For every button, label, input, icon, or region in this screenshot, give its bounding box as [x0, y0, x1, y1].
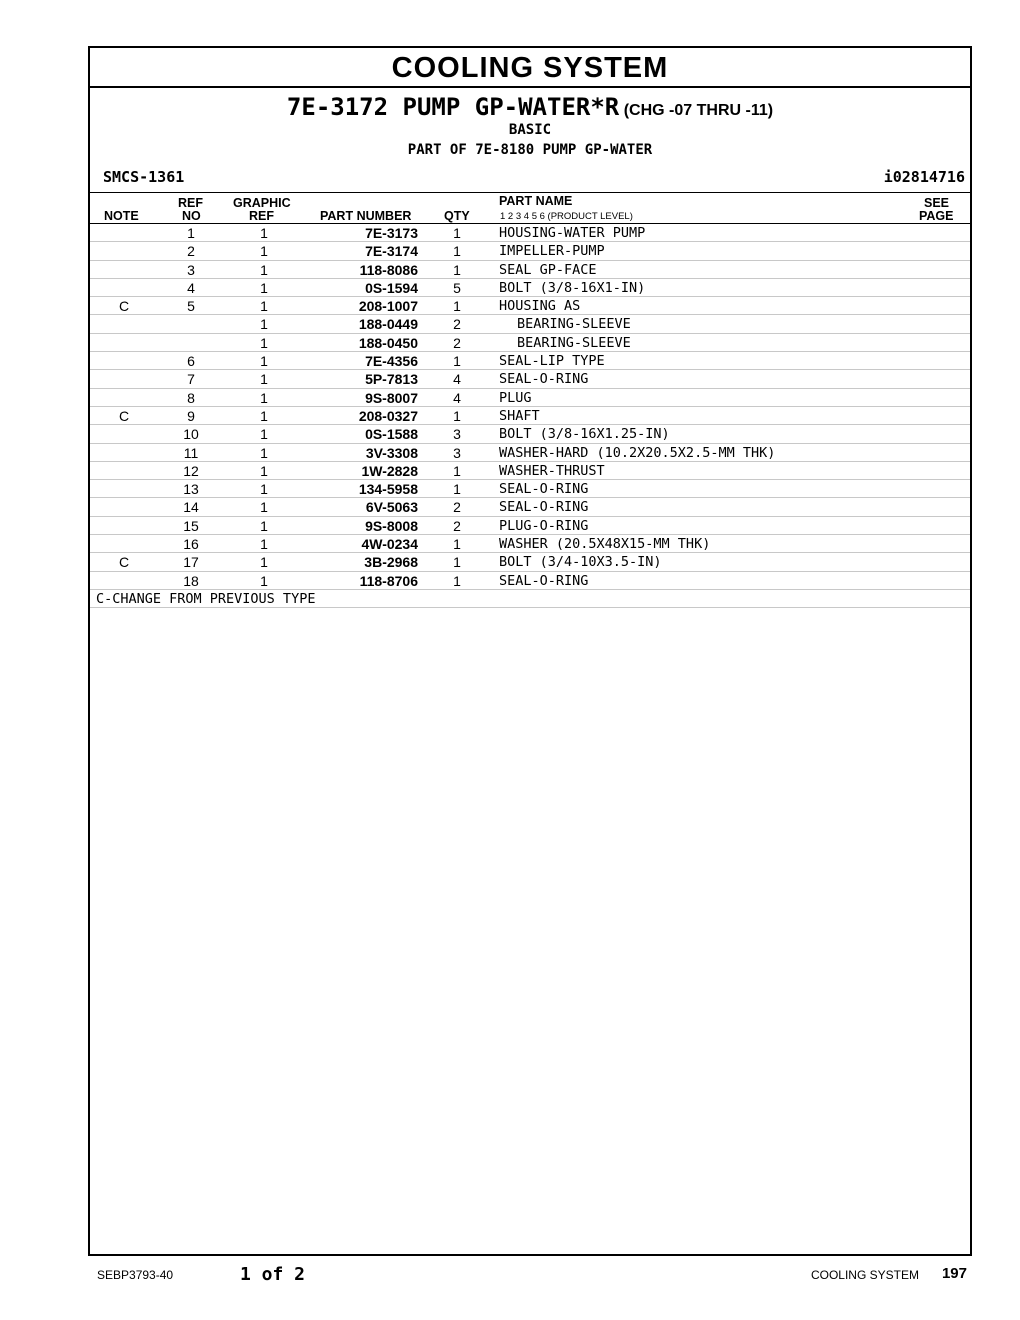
group-part-of: PART OF 7E-8180 PUMP GP-WATER: [407, 142, 653, 158]
ref-no-cell: 18: [183, 572, 199, 589]
header-graphic-top: GRAPHIC: [233, 196, 291, 210]
part-name-cell: SEAL-O-RING: [499, 572, 589, 589]
qty-cell: 2: [453, 316, 461, 333]
graphic-ref-cell: 1: [260, 371, 268, 388]
graphic-ref-cell: 1: [260, 554, 268, 571]
part-name-cell: SHAFT: [499, 407, 540, 424]
qty-cell: 1: [453, 298, 461, 315]
footnote-text: C-CHANGE FROM PREVIOUS TYPE: [96, 590, 316, 607]
part-name-cell: PLUG: [499, 389, 532, 406]
part-number-cell: 3V-3308: [365, 444, 418, 461]
qty-cell: 1: [453, 243, 461, 260]
part-number-cell: 188-0450: [358, 334, 418, 351]
part-name-cell: WASHER-HARD (10.2X20.5X2.5-MM THK): [499, 444, 776, 461]
header-qty: QTY: [444, 209, 470, 223]
part-name-cell: HOUSING-WATER PUMP: [499, 225, 646, 241]
table-row: [90, 334, 970, 352]
part-number-cell: 118-8706: [359, 572, 418, 589]
part-name-cell: IMPELLER-PUMP: [499, 243, 605, 260]
graphic-ref-cell: 1: [260, 536, 268, 553]
table-row: [90, 279, 970, 297]
table-row: [90, 242, 970, 260]
ref-no-cell: 12: [183, 462, 199, 479]
ref-no-cell: 3: [187, 261, 195, 278]
smcs-code: SMCS-1361: [103, 168, 185, 186]
part-name-cell: HOUSING AS: [499, 298, 581, 315]
graphic-ref-cell: 1: [260, 279, 268, 296]
part-number-cell: 6V-5063: [365, 499, 418, 516]
part-name-cell: BOLT (3/8-16X1-IN): [499, 279, 646, 296]
header-note: NOTE: [104, 209, 139, 223]
part-number-cell: 1W-2828: [361, 462, 418, 479]
table-row: [90, 498, 970, 516]
qty-cell: 1: [453, 261, 461, 278]
ref-no-cell: 14: [183, 499, 199, 516]
part-name-cell: BOLT (3/8-16X1.25-IN): [499, 426, 670, 443]
ref-no-cell: 10: [183, 426, 199, 443]
table-row: [90, 389, 970, 407]
table-row: [90, 553, 970, 571]
graphic-ref-cell: 1: [260, 334, 268, 351]
ref-no-cell: 16: [183, 536, 199, 553]
table-row: [90, 535, 970, 553]
table-row: [90, 370, 970, 388]
group-change-range: (CHG -07 THRU -11): [623, 102, 774, 119]
qty-cell: 1: [453, 554, 461, 571]
part-number-cell: 5P-7813: [365, 371, 418, 388]
part-number-cell: 0S-1588: [365, 426, 418, 443]
part-number-cell: 7E-3174: [365, 243, 418, 260]
header-see-bottom: PAGE: [919, 209, 954, 223]
graphic-ref-cell: 1: [260, 407, 268, 424]
graphic-ref-cell: 1: [260, 243, 268, 260]
part-number-cell: 0S-1594: [365, 279, 418, 296]
table-row: [90, 572, 970, 590]
note-cell: C: [118, 554, 130, 571]
part-name-cell: BEARING-SLEEVE: [517, 316, 631, 333]
graphic-ref-cell: 1: [260, 389, 268, 406]
ref-no-cell: 8: [187, 389, 195, 406]
part-name-cell: PLUG-O-RING: [499, 517, 589, 534]
header-part-name: PART NAME: [499, 194, 573, 208]
ref-no-cell: 11: [183, 444, 199, 461]
qty-cell: 1: [453, 572, 461, 589]
graphic-ref-cell: 1: [260, 499, 268, 516]
graphic-ref-cell: 1: [260, 481, 268, 498]
part-number-cell: 118-8086: [359, 261, 418, 278]
table-footnote: [90, 590, 970, 608]
qty-cell: 3: [453, 444, 461, 461]
table-row: [90, 425, 970, 443]
part-number-cell: 7E-3173: [365, 225, 418, 241]
part-name-cell: SEAL-LIP TYPE: [499, 353, 605, 370]
graphic-ref-cell: 1: [260, 225, 268, 241]
table-row: [90, 297, 970, 315]
qty-cell: 5: [453, 279, 461, 296]
graphic-ref-cell: 1: [260, 572, 268, 589]
footer-section: COOLING SYSTEM: [810, 1268, 919, 1282]
table-row: [90, 261, 970, 279]
part-name-cell: SEAL-O-RING: [499, 499, 589, 516]
footer-page-number: 197: [941, 1265, 967, 1282]
ref-no-cell: 17: [183, 554, 199, 571]
ref-no-cell: 6: [187, 353, 195, 370]
graphic-ref-cell: 1: [260, 353, 268, 370]
table-row: [90, 407, 970, 425]
part-number-cell: 9S-8007: [365, 389, 418, 406]
note-cell: C: [118, 298, 130, 315]
ref-no-cell: 1: [187, 225, 195, 241]
qty-cell: 4: [453, 389, 461, 406]
ref-no-cell: 15: [183, 517, 199, 534]
graphic-ref-cell: 1: [260, 426, 268, 443]
ref-no-cell: 4: [187, 279, 195, 296]
page-frame: [88, 46, 972, 1256]
group-title: [90, 92, 970, 126]
table-header: [90, 192, 970, 224]
part-number-cell: 3B-2968: [364, 554, 418, 571]
qty-cell: 1: [453, 353, 461, 370]
header-ref-bottom: NO: [182, 209, 201, 223]
part-number-cell: 7E-4356: [365, 353, 418, 370]
graphic-ref-cell: 1: [260, 462, 268, 479]
qty-cell: 4: [453, 371, 461, 388]
part-name-cell: WASHER (20.5X48X15-MM THK): [499, 536, 711, 553]
graphic-ref-cell: 1: [260, 517, 268, 534]
table-row: [90, 315, 970, 333]
part-number-cell: 4W-0234: [361, 536, 418, 553]
ref-no-cell: 13: [183, 481, 199, 498]
part-number-cell: 188-0449: [358, 316, 418, 333]
table-row: [90, 444, 970, 462]
qty-cell: 1: [453, 225, 461, 241]
qty-cell: 1: [453, 407, 461, 424]
part-name-cell: SEAL-O-RING: [499, 371, 589, 388]
ref-no-cell: 5: [187, 298, 195, 315]
part-number-cell: 9S-8008: [365, 517, 418, 534]
part-name-cell: BEARING-SLEEVE: [517, 334, 631, 351]
ref-no-cell: 9: [187, 407, 195, 424]
table-row: [90, 462, 970, 480]
header-part-number: PART NUMBER: [320, 209, 412, 223]
footer-document-number: SEBP3793-40: [97, 1268, 174, 1282]
ref-no-cell: 7: [187, 371, 195, 388]
table-row: [90, 224, 970, 242]
header-product-level: 1 2 3 4 5 6 (PRODUCT LEVEL): [500, 211, 633, 222]
part-number-cell: 208-0327: [358, 407, 418, 424]
note-cell: C: [118, 407, 130, 424]
part-name-cell: SEAL-O-RING: [499, 481, 589, 498]
part-name-cell: BOLT (3/4-10X3.5-IN): [499, 554, 662, 571]
qty-cell: 1: [453, 481, 461, 498]
header-ref-top: REF: [178, 196, 203, 210]
qty-cell: 1: [453, 536, 461, 553]
header-graphic-bottom: REF: [249, 209, 274, 223]
qty-cell: 2: [453, 334, 461, 351]
group-number-name: 7E-3172 PUMP GP-WATER*R: [286, 93, 620, 121]
footer-page-count: 1 of 2: [240, 1264, 306, 1285]
section-title: COOLING SYSTEM: [90, 48, 970, 88]
table-row: [90, 352, 970, 370]
qty-cell: 3: [453, 426, 461, 443]
qty-cell: 1: [453, 462, 461, 479]
document-identifier: i02814716: [883, 168, 965, 186]
graphic-ref-cell: 1: [260, 261, 268, 278]
qty-cell: 2: [453, 499, 461, 516]
table-row: [90, 480, 970, 498]
qty-cell: 2: [453, 517, 461, 534]
graphic-ref-cell: 1: [260, 444, 268, 461]
graphic-ref-cell: 1: [260, 298, 268, 315]
group-basic-label: BASIC: [508, 122, 552, 138]
graphic-ref-cell: 1: [260, 316, 268, 333]
parts-table: [90, 224, 970, 608]
part-number-cell: 208-1007: [358, 298, 418, 315]
part-name-cell: SEAL GP-FACE: [499, 261, 597, 278]
ref-no-cell: 2: [187, 243, 195, 260]
table-row: [90, 517, 970, 535]
header-see-top: SEE: [924, 196, 950, 210]
part-number-cell: 134-5958: [358, 481, 418, 498]
part-name-cell: WASHER-THRUST: [499, 462, 605, 479]
